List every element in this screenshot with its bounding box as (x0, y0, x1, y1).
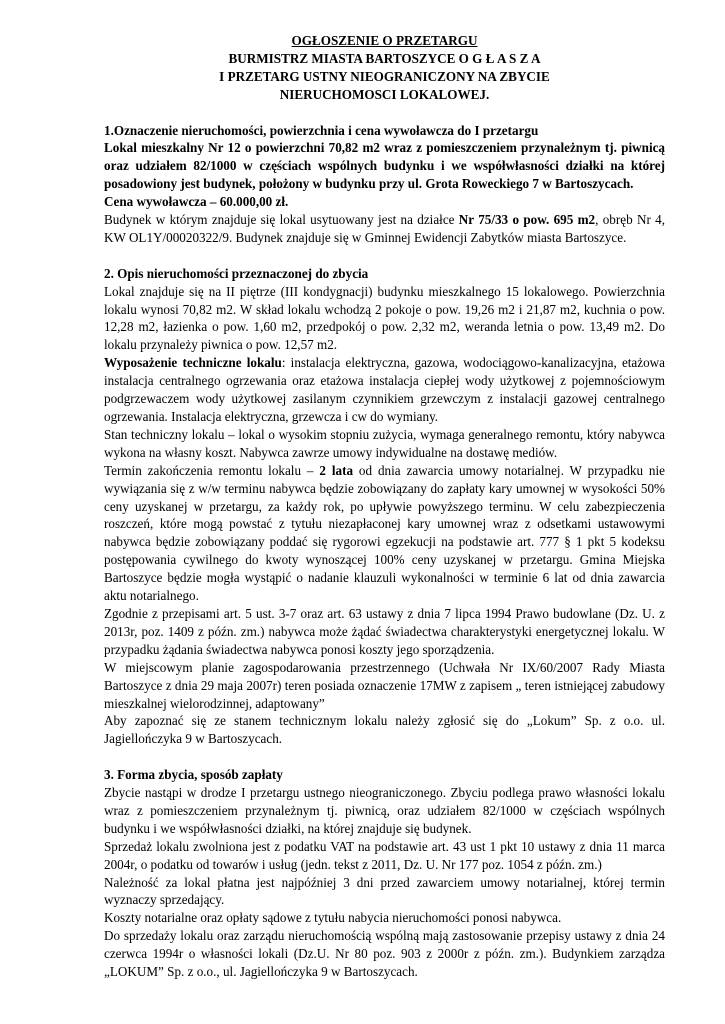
header-mayor-line: BURMISTRZ MIASTA BARTOSZYCE O G Ł A S Z A (228, 50, 541, 66)
section-3 (104, 766, 665, 981)
section-1 (104, 122, 665, 247)
renovation-deadline: 2 lata (319, 462, 354, 478)
header-tender-line: I PRZETARG USTNY NIEOGRANICZONY NA ZBYCIE (219, 68, 550, 84)
section-1-paragraph (104, 211, 665, 247)
header-subject-line: NIERUCHOMOSCI LOKALOWEJ. (279, 86, 490, 102)
header-title: OGŁOSZENIE O PRZETARGU (291, 33, 478, 48)
section-2-paragraph-4 (104, 462, 665, 605)
section-2-paragraph-6: W miejscowym planie zagospodarowania przestrzennego (Uchwała Nr IX/60/2007 Rady Miasta Bartoszyce z dnia 29 maja 2007r) teren posiada oznaczenie 17MW z zapisem „ teren istniejącej zabudowy mieszkalnej wielorodzinnej, adaptowany” (104, 659, 665, 711)
announcement-header (104, 32, 665, 104)
section-2-title: 2. Opis nieruchomości przeznaczonej do zbycia (104, 265, 369, 281)
section-2-paragraph-3: Stan techniczny lokalu – lokal o wysokim stopniu zużycia, wymaga generalnego remontu, który nabywca wykona na własny koszt. Nabywca zawrze umowy indywidualne na dostawę mediów. (104, 426, 665, 460)
technical-equipment-text: : instalacja elektryczna, gazowa, wodociągowo-kanalizacyjna, etażowa instalacja centralnego ogrzewania oraz etażowa instalacja ciepłej wody użytkowej z pojemnościowym podgrzewaczem wody użytkowej zasilanym czynnikiem grzewczym z instalacji gazowej centralnego ogrzewania. Instalacja elektryczna, grzewcza i cw do wymiany. (104, 355, 665, 424)
plot-number: Nr 75/33 o pow. 695 m2 (458, 212, 596, 228)
section-1-description: Lokal mieszkalny Nr 12 o powierzchni 70,82 m2 wraz z pomieszczeniem przynależnym tj. piwnicą oraz udziałem 82/1000 w częściach wspólnych budynku i we współwłasności działki na której posadowiony jest budynek, położony w budynku przy ul. Grota Roweckiego 7 w Bartoszycach. (104, 140, 665, 192)
section-2 (104, 265, 665, 748)
section-3-paragraph-3: Należność za lokal płatna jest najpóźniej 3 dni przed zawarciem umowy notarialnej, której termin wyznaczy sprzedający. (104, 874, 665, 908)
plot-details-text: , obręb Nr 4, KW OL1Y/00020322/9. Budynek znajduje się w Gminnej Ewidencji Zabytków miasta Bartoszyce. (104, 212, 665, 245)
section-2-paragraph-5: Zgodnie z przepisami art. 5 ust. 3-7 oraz art. 63 ustawy z dnia 7 lipca 1994 Prawo budowlane (Dz. U. z 2013r, poz. 1409 z późn. zm.) nabywca może żądać świadectwa charakterystyki energetycznej lokalu. W przypadku żądania świadectwa nabywca ponosi koszty jego sporządzenia. (104, 605, 665, 657)
section-2-paragraph-7: Aby zapoznać się ze stanem technicznym lokalu należy zgłosić się do „Lokum” Sp. z o.o. ul. Jagiellończyka 9 w Bartoszycach. (104, 713, 665, 747)
plot-intro-text: Budynek w którym znajduje się lokal usytuowany jest na działce (104, 212, 459, 228)
section-3-title: 3. Forma zbycia, sposób zapłaty (104, 767, 283, 783)
section-2-paragraph-1: Lokal znajduje się na II piętrze (III kondygnacji) budynku mieszkalnego 15 lokalowego. Powierzchnia lokalu wynosi 70,82 m2. W skład lokalu wchodzą 2 pokoje o pow. 19,26 m2 i 21,87 m2, kuchnia o pow. 12,28 m2, łazienka o pow. 1,60 m2, przedpokój o pow. 2,32 m2, weranda letnia o pow. 13,49 m2. Do lokalu przynależy piwnica o pow. 12,57 m2. (104, 283, 665, 353)
section-3-paragraph-1: Zbycie nastąpi w drodze I przetargu ustnego nieograniczonego. Zbyciu podlega prawo własności lokalu wraz z pomieszczeniem przynależnym tj. piwnicą, oraz udziałem 82/1000 w częściach wspólnych budynku i we współwłasności działki, na której znajduje się budynek. (104, 785, 665, 836)
section-3-paragraph-2: Sprzedaż lokalu zwolniona jest z podatku VAT na podstawie art. 43 ust 1 pkt 10 ustawy z dnia 11 marca 2004r, o podatku od towarów i usług (jedn. tekst z 2011, Dz. U. Nr 177 poz. 1054 z późn. zm.) (104, 838, 665, 872)
section-3-paragraph-5: Do sprzedaży lokalu oraz zarządu nieruchomością wspólną mają zastosowanie przepisy ustawy z dnia 24 czerwca 1994r o własności lokali (Dz.U. Nr 80 poz. 903 z 2000r z późn. zm.). Budynkiem zarządza „LOKUM” Sp. z o.o., ul. Jagiellończyka 9 w Bartoszycach. (104, 928, 665, 980)
renovation-intro: Termin zakończenia remontu lokalu – (104, 462, 320, 478)
technical-equipment-label: Wyposażenie techniczne lokalu (104, 355, 282, 371)
section-1-title: 1.Oznaczenie nieruchomości, powierzchnia i cena wywoławcza do I przetargu (104, 122, 539, 138)
starting-price: Cena wywoławcza – 60.000,00 zł. (104, 194, 289, 210)
section-3-paragraph-4: Koszty notarialne oraz opłaty sądowe z tytułu nabycia nieruchomości ponosi nabywca. (104, 910, 562, 926)
section-2-paragraph-2 (104, 354, 665, 426)
renovation-text: od dnia zawarcia umowy notarialnej. W przypadku nie wywiązania się z w/w terminu nabywca będzie zobowiązany do zapłaty kary umownej w wysokości 50% ceny uzyskanej w przetargu, za każdy rok, po upływie powyższego terminu. W celu zabezpieczenia roszczeń, które mogą powstać z tytułu niezapłaconej kary umownej wraz z odsetkami ustawowymi nabywca będzie zobowiązany poddać się rygorowi egzekucji na podstawie art. 777 § 1 pkt 5 kodeksu postępowania cywilnego do kwoty wynoszącej 100% ceny uzyskanej w przetargu. Gmina Miejska Bartoszyce będzie mogła wystąpić o nadanie klauzuli wykonalności w terminie 6 lat od dnia zawarcia aktu notarialnego. (104, 462, 665, 604)
